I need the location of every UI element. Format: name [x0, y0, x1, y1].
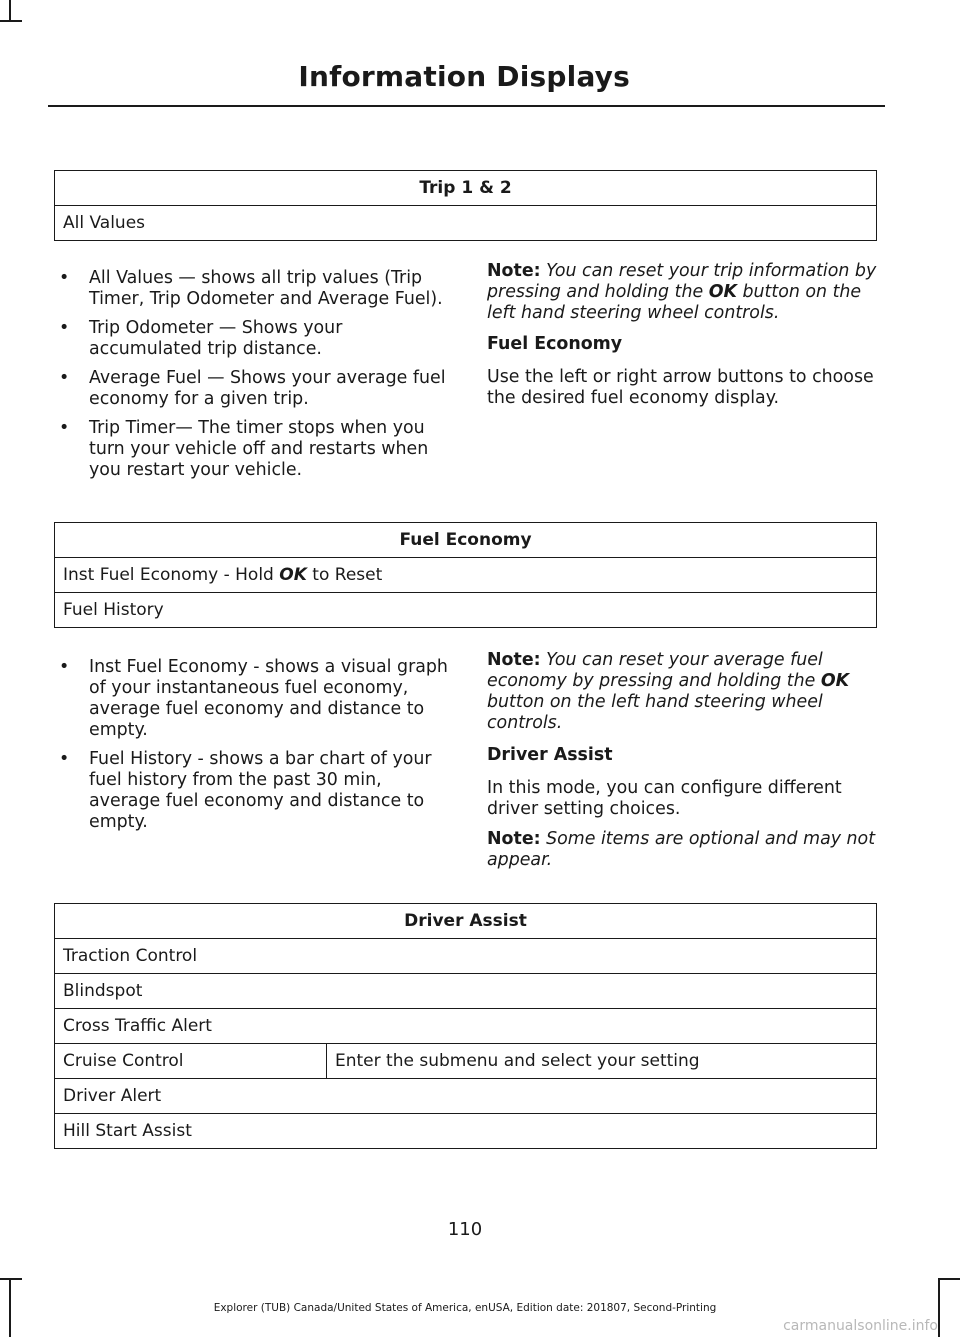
- note-label: Note:: [487, 829, 541, 849]
- ok-button-label: OK: [708, 282, 737, 302]
- table-header: Trip 1 & 2: [55, 171, 877, 206]
- list-item: • Average Fuel — Shows your average fuel economy for a given trip.: [55, 368, 453, 410]
- ok-button-label: OK: [279, 565, 307, 585]
- table-row: All Values: [55, 206, 877, 241]
- note: Note: You can reset your average fuel economy by pressing and holding the OK button on the left hand steering wheel controls.: [487, 650, 850, 733]
- note-label: Note:: [487, 261, 541, 281]
- list-item: • All Values — shows all trip values (Trip Timer, Trip Odometer and Average Fuel).: [55, 268, 453, 310]
- table-cell: Cruise Control: [55, 1044, 327, 1079]
- table-header: Fuel Economy: [55, 523, 877, 558]
- crop-mark: [0, 20, 22, 22]
- trip-bullets-column: [55, 268, 453, 489]
- note: Note: Some items are optional and may not appear.: [487, 829, 876, 870]
- table-row: Blindspot: [55, 974, 877, 1009]
- trip-table: [54, 170, 877, 241]
- table-row: Cross Traffic Alert: [55, 1009, 877, 1044]
- fuel-note-column: [487, 650, 879, 871]
- list-item: • Trip Timer— The timer stops when you turn your vehicle off and restarts when you restart your vehicle.: [55, 418, 453, 481]
- fuel-economy-table: [54, 522, 877, 628]
- paragraph: In this mode, you can configure different driver setting choices.: [487, 778, 842, 819]
- section-heading: Driver Assist: [487, 745, 613, 765]
- list-item: • Trip Odometer — Shows your accumulated trip distance.: [55, 318, 453, 360]
- section-heading: Fuel Economy: [487, 334, 623, 354]
- paragraph: Use the left or right arrow buttons to choose the desired fuel economy display.: [487, 367, 874, 408]
- table-row: Hill Start Assist: [55, 1114, 877, 1149]
- note-label: Note:: [487, 650, 541, 670]
- page-number: 110: [447, 1219, 483, 1240]
- fuel-bullets-column: [55, 657, 453, 841]
- page-title: Information Displays: [298, 60, 630, 93]
- crop-mark: [938, 1278, 940, 1337]
- table-row: Driver Alert: [55, 1079, 877, 1114]
- list-item: • Inst Fuel Economy - shows a visual graph of your instantaneous fuel economy, average fuel economy and distance to empty.: [55, 657, 453, 741]
- crop-mark: [938, 1278, 960, 1280]
- title-divider: [48, 105, 885, 107]
- driver-assist-table: [54, 903, 877, 1149]
- table-cell: Enter the submenu and select your setting: [327, 1044, 877, 1079]
- list-item: • Fuel History - shows a bar chart of your fuel history from the past 30 min, average fuel economy and distance to empty.: [55, 749, 453, 833]
- trip-note-column: [487, 261, 879, 409]
- table-row: Fuel History: [55, 593, 877, 628]
- table-row: Traction Control: [55, 939, 877, 974]
- note: Note: You can reset your trip information by pressing and holding the OK button on the left hand steering wheel controls.: [487, 261, 877, 323]
- crop-mark: [9, 0, 11, 22]
- table-row: Inst Fuel Economy - Hold OK to Reset: [55, 558, 877, 593]
- crop-mark: [0, 1278, 22, 1280]
- ok-button-label: OK: [820, 671, 850, 691]
- table-header: Driver Assist: [55, 904, 877, 939]
- footer-text: Explorer (TUB) Canada/United States of America, enUSA, Edition date: 201807, Second-Printing: [213, 1302, 717, 1314]
- watermark: carmanualsonline.info: [783, 1318, 938, 1334]
